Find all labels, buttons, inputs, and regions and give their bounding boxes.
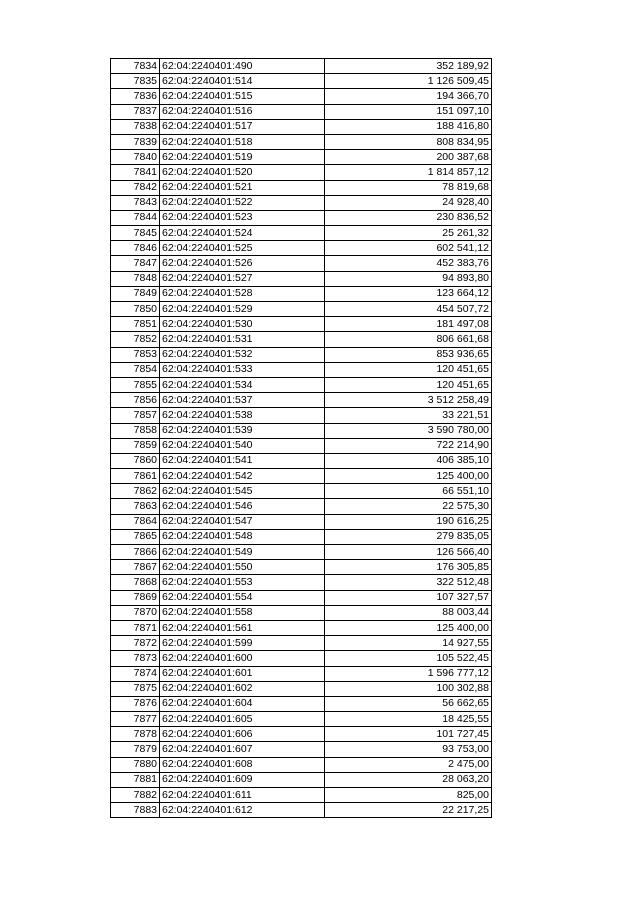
row-number: 7873 (111, 651, 160, 666)
row-number: 7845 (111, 226, 160, 241)
cadastral-number: 62:04:2240401:540 (160, 438, 325, 453)
table-row (111, 545, 492, 560)
table-row (111, 347, 492, 362)
table-row (111, 438, 492, 453)
row-number: 7883 (111, 803, 160, 818)
cadastral-number: 62:04:2240401:538 (160, 408, 325, 423)
cadastral-number: 62:04:2240401:604 (160, 696, 325, 711)
row-number: 7838 (111, 119, 160, 134)
cadastral-value: 194 366,70 (325, 89, 492, 104)
table-row (111, 757, 492, 772)
cadastral-number: 62:04:2240401:516 (160, 104, 325, 119)
row-number: 7850 (111, 302, 160, 317)
row-number: 7853 (111, 347, 160, 362)
table-row (111, 286, 492, 301)
cadastral-number: 62:04:2240401:609 (160, 772, 325, 787)
table-row (111, 134, 492, 149)
cadastral-number: 62:04:2240401:605 (160, 712, 325, 727)
cadastral-number: 62:04:2240401:517 (160, 119, 325, 134)
row-number: 7863 (111, 499, 160, 514)
cadastral-value: 24 928,40 (325, 195, 492, 210)
cadastral-number: 62:04:2240401:601 (160, 666, 325, 681)
table-row (111, 150, 492, 165)
cadastral-number: 62:04:2240401:524 (160, 226, 325, 241)
cadastral-number: 62:04:2240401:528 (160, 286, 325, 301)
cadastral-value: 722 214,90 (325, 438, 492, 453)
cadastral-value: 230 836,52 (325, 210, 492, 225)
cadastral-value: 18 425,55 (325, 712, 492, 727)
cadastral-number: 62:04:2240401:553 (160, 575, 325, 590)
cadastral-number: 62:04:2240401:532 (160, 347, 325, 362)
table-row (111, 529, 492, 544)
table-row (111, 332, 492, 347)
cadastral-number: 62:04:2240401:561 (160, 620, 325, 635)
table-row (111, 636, 492, 651)
cadastral-value: 853 936,65 (325, 347, 492, 362)
table-row (111, 666, 492, 681)
cadastral-value: 66 551,10 (325, 484, 492, 499)
table-row (111, 469, 492, 484)
cadastral-value: 188 416,80 (325, 119, 492, 134)
table-row (111, 377, 492, 392)
cadastral-number: 62:04:2240401:548 (160, 529, 325, 544)
row-number: 7857 (111, 408, 160, 423)
cadastral-value: 190 616,25 (325, 514, 492, 529)
table-row (111, 302, 492, 317)
cadastral-number: 62:04:2240401:600 (160, 651, 325, 666)
cadastral-number: 62:04:2240401:539 (160, 423, 325, 438)
table-row (111, 590, 492, 605)
cadastral-value: 107 327,57 (325, 590, 492, 605)
cadastral-value: 1 814 857,12 (325, 165, 492, 180)
cadastral-value: 1 126 509,45 (325, 74, 492, 89)
cadastral-number: 62:04:2240401:542 (160, 469, 325, 484)
cadastral-value: 126 566,40 (325, 545, 492, 560)
table-row (111, 362, 492, 377)
cadastral-number: 62:04:2240401:606 (160, 727, 325, 742)
row-number: 7875 (111, 681, 160, 696)
cadastral-value: 1 596 777,12 (325, 666, 492, 681)
cadastral-number: 62:04:2240401:549 (160, 545, 325, 560)
cadastral-value: 2 475,00 (325, 757, 492, 772)
cadastral-value: 22 217,25 (325, 803, 492, 818)
cadastral-number: 62:04:2240401:546 (160, 499, 325, 514)
row-number: 7847 (111, 256, 160, 271)
cadastral-value: 28 063,20 (325, 772, 492, 787)
row-number: 7852 (111, 332, 160, 347)
row-number: 7878 (111, 727, 160, 742)
row-number: 7877 (111, 712, 160, 727)
row-number: 7876 (111, 696, 160, 711)
cadastral-value: 100 302,88 (325, 681, 492, 696)
table-row (111, 788, 492, 803)
table-row (111, 210, 492, 225)
cadastral-number: 62:04:2240401:523 (160, 210, 325, 225)
table-row (111, 803, 492, 818)
cadastral-number: 62:04:2240401:545 (160, 484, 325, 499)
row-number: 7848 (111, 271, 160, 286)
table-row (111, 241, 492, 256)
row-number: 7854 (111, 362, 160, 377)
row-number: 7837 (111, 104, 160, 119)
cadastral-number: 62:04:2240401:612 (160, 803, 325, 818)
table-row (111, 256, 492, 271)
cadastral-number: 62:04:2240401:520 (160, 165, 325, 180)
row-number: 7870 (111, 605, 160, 620)
cadastral-value: 125 400,00 (325, 469, 492, 484)
cadastral-number: 62:04:2240401:531 (160, 332, 325, 347)
cadastral-number: 62:04:2240401:537 (160, 393, 325, 408)
table-row (111, 696, 492, 711)
cadastral-value: 181 497,08 (325, 317, 492, 332)
cadastral-value: 200 387,68 (325, 150, 492, 165)
cadastral-number: 62:04:2240401:550 (160, 560, 325, 575)
cadastral-value: 125 400,00 (325, 620, 492, 635)
cadastral-value: 602 541,12 (325, 241, 492, 256)
row-number: 7855 (111, 377, 160, 392)
cadastral-number: 62:04:2240401:490 (160, 59, 325, 74)
table-row (111, 74, 492, 89)
cadastral-number: 62:04:2240401:611 (160, 788, 325, 803)
cadastral-number: 62:04:2240401:525 (160, 241, 325, 256)
row-number: 7835 (111, 74, 160, 89)
cadastral-value: 101 727,45 (325, 727, 492, 742)
table-row (111, 499, 492, 514)
cadastral-number: 62:04:2240401:526 (160, 256, 325, 271)
cadastral-value: 88 003,44 (325, 605, 492, 620)
cadastral-value: 105 522,45 (325, 651, 492, 666)
table-row (111, 742, 492, 757)
row-number: 7868 (111, 575, 160, 590)
row-number: 7872 (111, 636, 160, 651)
cadastral-number: 62:04:2240401:607 (160, 742, 325, 757)
table-row (111, 165, 492, 180)
row-number: 7846 (111, 241, 160, 256)
cadastral-value: 279 835,05 (325, 529, 492, 544)
table-row (111, 317, 492, 332)
cadastral-value: 22 575,30 (325, 499, 492, 514)
table-row (111, 484, 492, 499)
cadastral-number: 62:04:2240401:527 (160, 271, 325, 286)
table-row (111, 712, 492, 727)
cadastral-number: 62:04:2240401:558 (160, 605, 325, 620)
cadastral-number: 62:04:2240401:534 (160, 377, 325, 392)
table-row (111, 560, 492, 575)
row-number: 7839 (111, 134, 160, 149)
table-body (111, 59, 492, 818)
row-number: 7874 (111, 666, 160, 681)
cadastral-value-table (110, 58, 492, 818)
table-row (111, 104, 492, 119)
cadastral-value: 406 385,10 (325, 453, 492, 468)
cadastral-value: 3 590 780,00 (325, 423, 492, 438)
cadastral-number: 62:04:2240401:515 (160, 89, 325, 104)
row-number: 7851 (111, 317, 160, 332)
cadastral-value: 123 664,12 (325, 286, 492, 301)
cadastral-number: 62:04:2240401:521 (160, 180, 325, 195)
cadastral-number: 62:04:2240401:529 (160, 302, 325, 317)
cadastral-value: 808 834,95 (325, 134, 492, 149)
row-number: 7841 (111, 165, 160, 180)
table-row (111, 59, 492, 74)
cadastral-value: 120 451,65 (325, 362, 492, 377)
row-number: 7867 (111, 560, 160, 575)
cadastral-number: 62:04:2240401:547 (160, 514, 325, 529)
cadastral-value: 806 661,68 (325, 332, 492, 347)
cadastral-value: 3 512 258,49 (325, 393, 492, 408)
cadastral-value: 452 383,76 (325, 256, 492, 271)
cadastral-number: 62:04:2240401:608 (160, 757, 325, 772)
row-number: 7844 (111, 210, 160, 225)
cadastral-number: 62:04:2240401:518 (160, 134, 325, 149)
cadastral-number: 62:04:2240401:533 (160, 362, 325, 377)
cadastral-value: 352 189,92 (325, 59, 492, 74)
table-row (111, 423, 492, 438)
cadastral-value: 94 893,80 (325, 271, 492, 286)
cadastral-value: 322 512,48 (325, 575, 492, 590)
table-row (111, 119, 492, 134)
row-number: 7859 (111, 438, 160, 453)
cadastral-value: 78 819,68 (325, 180, 492, 195)
row-number: 7836 (111, 89, 160, 104)
cadastral-value: 56 662,65 (325, 696, 492, 711)
table-row (111, 393, 492, 408)
row-number: 7866 (111, 545, 160, 560)
row-number: 7880 (111, 757, 160, 772)
row-number: 7871 (111, 620, 160, 635)
row-number: 7861 (111, 469, 160, 484)
row-number: 7865 (111, 529, 160, 544)
cadastral-number: 62:04:2240401:530 (160, 317, 325, 332)
table-row (111, 180, 492, 195)
cadastral-value: 93 753,00 (325, 742, 492, 757)
row-number: 7879 (111, 742, 160, 757)
table-row (111, 681, 492, 696)
table-row (111, 195, 492, 210)
row-number: 7869 (111, 590, 160, 605)
table-row (111, 226, 492, 241)
row-number: 7860 (111, 453, 160, 468)
cadastral-number: 62:04:2240401:514 (160, 74, 325, 89)
table-row (111, 605, 492, 620)
table-row (111, 772, 492, 787)
row-number: 7842 (111, 180, 160, 195)
row-number: 7834 (111, 59, 160, 74)
cadastral-number: 62:04:2240401:519 (160, 150, 325, 165)
row-number: 7881 (111, 772, 160, 787)
cadastral-value: 33 221,51 (325, 408, 492, 423)
row-number: 7858 (111, 423, 160, 438)
table-row (111, 453, 492, 468)
cadastral-number: 62:04:2240401:599 (160, 636, 325, 651)
table-row (111, 408, 492, 423)
cadastral-number: 62:04:2240401:541 (160, 453, 325, 468)
table-row (111, 271, 492, 286)
table-row (111, 575, 492, 590)
row-number: 7864 (111, 514, 160, 529)
cadastral-value: 120 451,65 (325, 377, 492, 392)
row-number: 7882 (111, 788, 160, 803)
cadastral-number: 62:04:2240401:602 (160, 681, 325, 696)
row-number: 7862 (111, 484, 160, 499)
cadastral-number: 62:04:2240401:522 (160, 195, 325, 210)
table-row (111, 620, 492, 635)
table-row (111, 514, 492, 529)
cadastral-value: 176 305,85 (325, 560, 492, 575)
table-row (111, 727, 492, 742)
cadastral-value: 825,00 (325, 788, 492, 803)
row-number: 7840 (111, 150, 160, 165)
row-number: 7843 (111, 195, 160, 210)
row-number: 7849 (111, 286, 160, 301)
table-row (111, 89, 492, 104)
cadastral-value: 25 261,32 (325, 226, 492, 241)
cadastral-number: 62:04:2240401:554 (160, 590, 325, 605)
table-row (111, 651, 492, 666)
row-number: 7856 (111, 393, 160, 408)
cadastral-value: 454 507,72 (325, 302, 492, 317)
cadastral-value: 151 097,10 (325, 104, 492, 119)
cadastral-value: 14 927,55 (325, 636, 492, 651)
